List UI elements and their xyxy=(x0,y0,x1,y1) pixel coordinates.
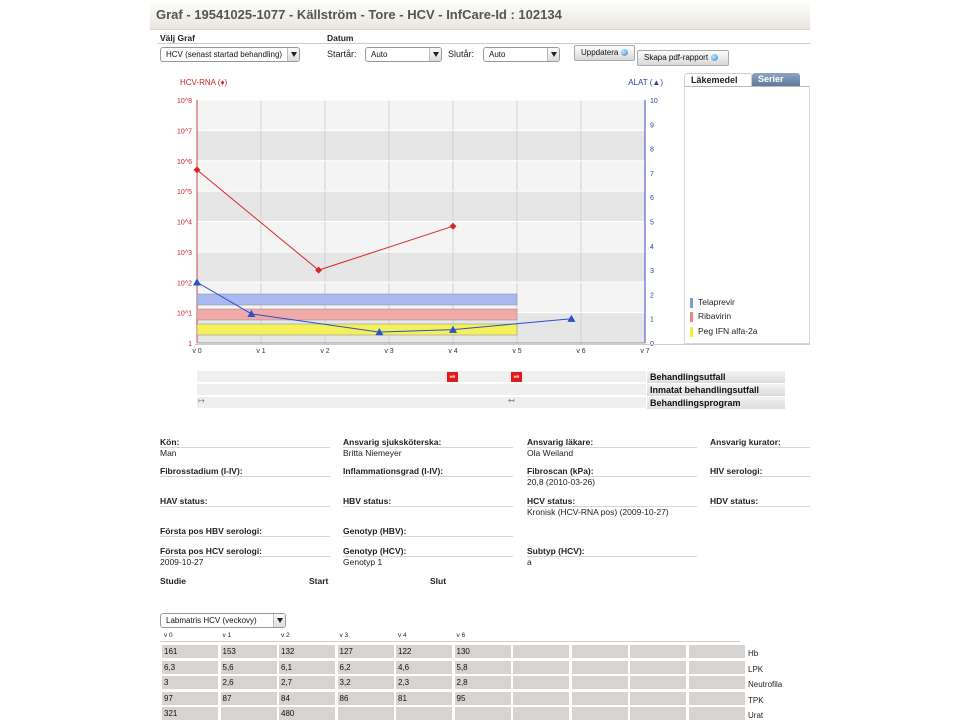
lab-cell xyxy=(572,707,628,720)
lab-cell xyxy=(630,645,686,658)
valj-graf-label: Välj Graf xyxy=(160,33,195,43)
lab-cell: 480 xyxy=(279,707,335,720)
lab-cell: 81 xyxy=(396,692,452,705)
start-year-value: Auto xyxy=(371,50,388,59)
field-value: a xyxy=(527,557,532,567)
chevron-down-icon xyxy=(273,614,285,627)
lab-row-label: Neutrofila xyxy=(748,680,783,689)
lab-column-header: v 3 xyxy=(339,632,349,639)
right-tick-label: 6 xyxy=(650,195,654,203)
x-tick-label: v 5 xyxy=(512,348,522,355)
field-label: Första pos HBV serologi: xyxy=(160,526,330,537)
lab-cell xyxy=(689,707,745,720)
lab-cell xyxy=(689,676,745,689)
tab-serier[interactable]: Serier xyxy=(752,73,800,86)
field-label: Genotyp (HBV): xyxy=(343,526,513,537)
field-value xyxy=(343,477,513,488)
lab-cell: 127 xyxy=(338,645,394,658)
x-tick-label: v 6 xyxy=(576,348,586,355)
inmatat-behandlingsutfall-row[interactable] xyxy=(197,384,785,396)
field-forsta-pos-hcv xyxy=(160,546,330,568)
field-label: Ansvarig läkare: xyxy=(527,437,697,448)
legend-swatch xyxy=(690,327,693,337)
lab-cell: 5,8 xyxy=(455,661,511,674)
left-tick-label: 10^2 xyxy=(177,280,192,288)
right-tick-label: 3 xyxy=(650,268,654,276)
lab-cell xyxy=(513,645,569,658)
left-tick-label: 10^3 xyxy=(177,249,192,257)
left-tick-label: 10^8 xyxy=(177,98,192,105)
chart-band xyxy=(197,100,645,130)
lab-cell: 122 xyxy=(396,645,452,658)
field-inflammationsgrad xyxy=(343,466,513,488)
field-genotyp-hcv xyxy=(343,546,513,568)
lab-cell xyxy=(221,707,277,720)
datum-label: Datum xyxy=(327,33,354,43)
lab-cell: 5,6 xyxy=(221,661,277,674)
field-ansvarig-sjukskoterska xyxy=(343,437,513,459)
lab-cell: 132 xyxy=(279,645,335,658)
lab-cell xyxy=(572,676,628,689)
lab-cell xyxy=(630,661,686,674)
legend-label: Telaprevir xyxy=(698,297,735,307)
field-value: Kronisk (HCV-RNA pos) (2009-10-27) xyxy=(527,507,669,517)
field-value: Ola Weiland xyxy=(527,448,574,458)
field-label: Kön: xyxy=(160,437,330,448)
right-tick-label: 8 xyxy=(650,146,654,154)
legend-label: Peg IFN alfa-2a xyxy=(698,326,758,336)
end-year-value: Auto xyxy=(489,50,506,59)
lab-cell: 3 xyxy=(162,676,218,689)
graph-select-value: HCV (senast startad behandling) xyxy=(166,50,283,59)
lab-header-divider xyxy=(160,641,740,642)
lab-cell xyxy=(572,645,628,658)
field-label: Ansvarig kurator: xyxy=(710,437,810,448)
field-subtyp-hcv xyxy=(527,546,697,568)
right-tick-label: 5 xyxy=(650,219,654,227)
program-start-arrow-icon: ↦ xyxy=(198,396,205,405)
chart-band xyxy=(197,191,645,221)
lab-cell xyxy=(689,692,745,705)
treatment-bar xyxy=(197,324,517,335)
lab-cell: 95 xyxy=(455,692,511,705)
x-tick-label: v 2 xyxy=(320,348,330,355)
lab-row-label: LPK xyxy=(748,664,764,674)
field-ansvarig-kurator xyxy=(710,437,810,459)
field-label: Första pos HCV serologi: xyxy=(160,546,330,557)
lab-column-header: v 1 xyxy=(222,632,232,639)
hr-marker[interactable]: HR xyxy=(447,372,458,382)
x-tick-label: v 1 xyxy=(256,348,266,355)
right-tick-label: 9 xyxy=(650,122,654,130)
field-value xyxy=(343,507,513,518)
chart-divider xyxy=(195,344,810,345)
left-tick-label: 10^5 xyxy=(177,189,192,197)
field-hiv-serologi xyxy=(710,466,810,488)
field-fibrosstadium xyxy=(160,466,330,488)
x-tick-label: v 3 xyxy=(384,348,394,355)
chart-band xyxy=(197,252,645,282)
field-hcv-status xyxy=(527,496,697,518)
lab-cell xyxy=(513,707,569,720)
lab-cell xyxy=(513,692,569,705)
field-hdv-status xyxy=(710,496,810,518)
right-tick-label: 10 xyxy=(650,98,658,105)
behandlingsutfall-label: Behandlingsutfall xyxy=(646,371,785,383)
field-value: Man xyxy=(160,448,177,458)
studie-header: Studie xyxy=(160,576,186,586)
field-label: Ansvarig sjuksköterska: xyxy=(343,437,513,448)
field-value xyxy=(710,448,810,459)
field-label: Inflammationsgrad (I-IV): xyxy=(343,466,513,477)
lab-cell: 6,2 xyxy=(338,661,394,674)
right-tick-label: 2 xyxy=(650,292,654,300)
lab-cell: 130 xyxy=(455,645,511,658)
behandlingsutfall-row[interactable] xyxy=(197,371,785,383)
right-tick-label: 7 xyxy=(650,170,654,178)
lab-row-label: TPK xyxy=(748,695,764,705)
field-hav-status xyxy=(160,496,330,518)
lab-cell xyxy=(513,661,569,674)
lab-cell: 3,2 xyxy=(338,676,394,689)
field-ansvarig-lakare xyxy=(527,437,697,459)
field-value: Britta Niemeyer xyxy=(343,448,402,458)
lab-cell: 2,3 xyxy=(396,676,452,689)
chart-band xyxy=(197,161,645,191)
treatment-bar xyxy=(197,294,517,305)
right-tick-label: 0 xyxy=(650,341,654,348)
field-label: Genotyp (HCV): xyxy=(343,546,513,557)
lab-cell: 6,3 xyxy=(162,661,218,674)
left-axis-title: HCV-RNA (♦) xyxy=(180,78,228,87)
lab-cell xyxy=(455,707,511,720)
lab-matrix-select-value: Labmatris HCV (veckovy) xyxy=(166,616,257,625)
lab-cell xyxy=(572,692,628,705)
lab-cell: 321 xyxy=(162,707,218,720)
field-value xyxy=(710,507,810,518)
field-forsta-pos-hbv xyxy=(160,526,330,548)
lab-cell: 6,1 xyxy=(279,661,335,674)
behandlingsprogram-row[interactable] xyxy=(197,397,785,409)
lab-cell xyxy=(689,645,745,658)
lab-row-label: Hb xyxy=(748,649,759,658)
page-title: Graf - 19541025-1077 - Källström - Tore - HCV - InfCare-Id : 102134 xyxy=(156,7,562,22)
field-value xyxy=(160,477,330,488)
left-tick-label: 10^7 xyxy=(177,128,192,136)
lab-cell: 86 xyxy=(338,692,394,705)
lab-row-label: Urat xyxy=(748,711,764,720)
field-value: 20,8 (2010-03-26) xyxy=(527,477,596,487)
lab-cell xyxy=(396,707,452,720)
lab-cell: 97 xyxy=(162,692,218,705)
right-tick-label: 4 xyxy=(650,243,654,251)
field-label: HDV status: xyxy=(710,496,810,507)
field-label: HAV status: xyxy=(160,496,330,507)
field-value: Genotyp 1 xyxy=(343,557,383,567)
chart-band xyxy=(197,130,645,160)
start-header: Start xyxy=(309,576,329,586)
field-kon xyxy=(160,437,330,459)
lab-matrix-select[interactable] xyxy=(160,613,286,628)
behandlingsprogram-label: Behandlingsprogram xyxy=(646,397,785,409)
x-tick-label: v 7 xyxy=(640,348,650,355)
program-end-arrow-icon: ↤ xyxy=(508,396,515,405)
right-tick-label: 1 xyxy=(650,316,654,324)
lab-cell: 84 xyxy=(279,692,335,705)
left-tick-label: 1 xyxy=(188,341,192,348)
left-tick-label: 10^6 xyxy=(177,158,192,166)
field-label: Subtyp (HCV): xyxy=(527,546,697,557)
update-button-label: Uppdatera xyxy=(581,48,619,57)
legend-swatch xyxy=(690,298,693,308)
lab-cell xyxy=(630,676,686,689)
pdf-report-button-label: Skapa pdf-rapport xyxy=(644,53,709,62)
field-label: HIV serologi: xyxy=(710,466,810,477)
legend-label: Ribavirin xyxy=(698,311,732,321)
field-value xyxy=(710,477,810,488)
field-fibroscan xyxy=(527,466,697,488)
lab-column-header: v 2 xyxy=(281,632,290,639)
lab-cell xyxy=(630,692,686,705)
right-axis-title: ALAT (▲) xyxy=(628,78,663,87)
field-hbv-status xyxy=(343,496,513,518)
lab-cell xyxy=(513,676,569,689)
lab-cell: 4,6 xyxy=(396,661,452,674)
lab-cell xyxy=(338,707,394,720)
x-tick-label: v 4 xyxy=(448,348,458,355)
left-tick-label: 10^4 xyxy=(177,219,192,227)
lab-cell: 87 xyxy=(221,692,277,705)
start-year-label: Startår: xyxy=(327,49,357,59)
lab-cell: 153 xyxy=(221,645,277,658)
legend-swatch xyxy=(690,312,693,322)
tab-lakemedel[interactable]: Läkemedel xyxy=(684,73,752,86)
field-label: Fibroscan (kPa): xyxy=(527,466,697,477)
field-label: HCV status: xyxy=(527,496,697,507)
lab-cell: 2,8 xyxy=(455,676,511,689)
lab-column-header: v 0 xyxy=(164,632,173,639)
hr-marker[interactable]: HR xyxy=(511,372,522,382)
field-genotyp-hbv xyxy=(343,526,513,548)
slut-header: Slut xyxy=(430,576,447,586)
lab-column-header: v 6 xyxy=(456,632,466,639)
field-value: 2009-10-27 xyxy=(160,557,204,567)
lab-cell xyxy=(572,661,628,674)
field-value xyxy=(160,507,330,518)
inmatat-behandlingsutfall-label: Inmatat behandlingsutfall xyxy=(646,384,785,396)
lab-cell xyxy=(630,707,686,720)
field-label: Fibrosstadium (I-IV): xyxy=(160,466,330,477)
lab-cell: 161 xyxy=(162,645,218,658)
lab-cell xyxy=(689,661,745,674)
left-tick-label: 10^1 xyxy=(177,310,192,318)
x-tick-label: v 0 xyxy=(192,348,202,355)
end-year-label: Slutår: xyxy=(448,49,475,59)
lab-cell: 2,7 xyxy=(279,676,335,689)
lab-cell: 2,6 xyxy=(221,676,277,689)
lab-column-header: v 4 xyxy=(398,632,407,639)
field-label: HBV status: xyxy=(343,496,513,507)
